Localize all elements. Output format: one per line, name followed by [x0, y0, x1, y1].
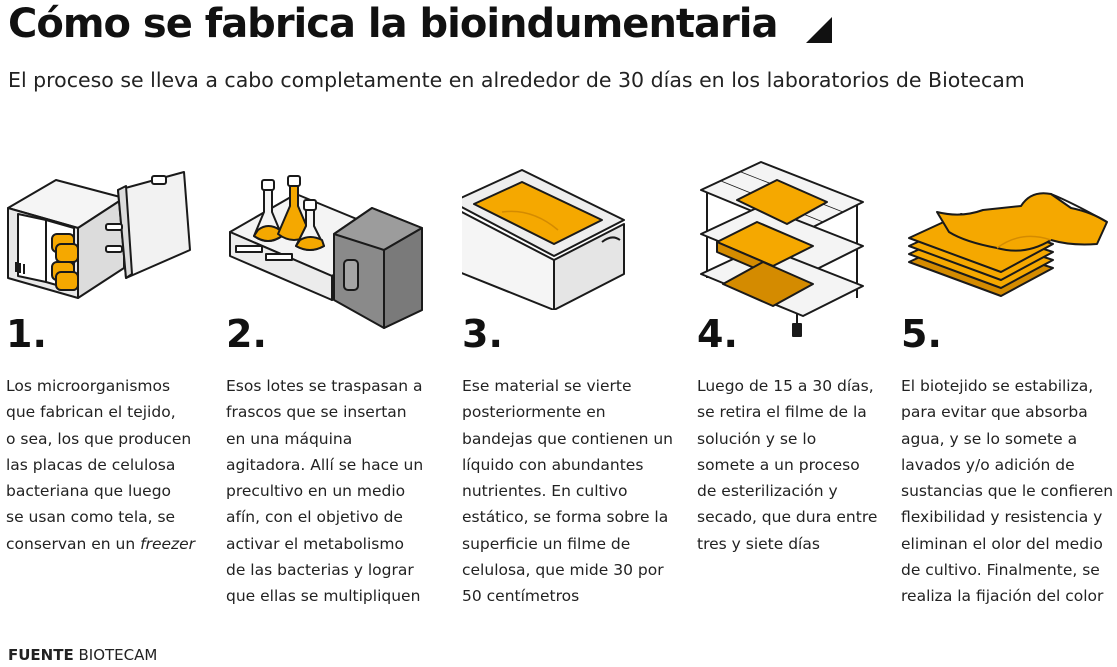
text-fragment: conservan en un [6, 534, 141, 553]
step-description [6, 373, 195, 557]
text-line: precultivo en un medio [226, 482, 406, 501]
tray-icon [462, 150, 642, 310]
step-2 [226, 150, 436, 620]
shaker-machine-icon [226, 150, 426, 330]
text-line: agua, y se lo somete a [901, 429, 1078, 448]
source-credit [8, 645, 157, 665]
text-line: de esterilización y [697, 482, 838, 501]
source-name: BIOTECAM [78, 646, 158, 664]
step-number: 5. [901, 312, 942, 356]
text-line: se usan como tela, se [6, 508, 176, 527]
text-line: o sea, los que producen [6, 429, 192, 448]
text-line: activar el metabolismo [226, 534, 404, 553]
text-line: nutrientes. En cultivo [462, 482, 628, 501]
text-line: sustancias que le confieren [901, 482, 1114, 501]
text-line: solución y se lo [697, 429, 817, 448]
text-line: que ellas se multipliquen [226, 587, 421, 606]
step-number: 1. [6, 312, 47, 356]
source-label: FUENTE [8, 646, 74, 664]
text-line: 50 centímetros [462, 587, 580, 606]
text-line: frascos que se insertan [226, 403, 407, 422]
text-line: Ese material se vierte [462, 377, 632, 395]
text-line: Los microorganismos [6, 377, 171, 395]
step-5 [901, 150, 1115, 620]
page-subtitle: El proceso se lleva a cabo completamente en alrededor de 30 días en los laboratorios de Biotecam [8, 68, 1025, 92]
text-line: somete a un proceso [697, 455, 860, 474]
step-number: 3. [462, 312, 503, 356]
text-line [6, 531, 195, 557]
text-line: realiza la fijación del color [901, 587, 1104, 606]
text-line: celulosa, que mide 30 por [462, 561, 664, 580]
page-title: Cómo se fabrica la bioindumentaria [8, 1, 778, 47]
text-line: de cultivo. Finalmente, se [901, 561, 1100, 580]
step-1 [6, 150, 206, 620]
text-line: estático, se forma sobre la [462, 508, 669, 527]
text-line: lavados y/o adición de [901, 455, 1075, 474]
text-line: posteriormente en [462, 403, 606, 422]
text-line: Esos lotes se traspasan a [226, 377, 423, 395]
text-line: en una máquina [226, 429, 353, 448]
text-line: las placas de celulosa [6, 455, 176, 474]
text-line: para evitar que absorba [901, 403, 1088, 422]
text-line: secado, que dura entre [697, 508, 878, 527]
text-line: flexibilidad y resistencia y [901, 508, 1103, 527]
step-description [462, 373, 673, 610]
text-line: de las bacterias y lograr [226, 561, 414, 580]
corner-triangle-icon [806, 17, 832, 43]
text-line: agitadora. Allí se hace un [226, 455, 424, 474]
step-description [226, 373, 423, 610]
text-line: bandejas que contienen un [462, 429, 673, 448]
text-line: líquido con abundantes [462, 455, 644, 474]
step-description [901, 373, 1113, 610]
text-line: bacteriana que luego [6, 482, 172, 501]
italic-term: freezer [140, 534, 196, 553]
text-line: se retira el filme de la [697, 403, 867, 422]
step-4 [697, 150, 892, 620]
step-number: 4. [697, 312, 738, 356]
text-line: eliminan el olor del medio [901, 534, 1103, 553]
freezer-icon [6, 150, 196, 300]
step-3 [462, 150, 677, 620]
text-line: que fabrican el tejido, [6, 403, 176, 422]
text-line: superficie un filme de [462, 534, 631, 553]
step-number: 2. [226, 312, 267, 356]
text-line: afín, con el objetivo de [226, 508, 403, 527]
text-line: Luego de 15 a 30 días, [697, 377, 874, 395]
fabric-sheets-icon [901, 150, 1111, 320]
step-description [697, 373, 877, 557]
text-line: El biotejido se estabiliza, [901, 377, 1094, 395]
text-line: tres y siete días [697, 534, 820, 553]
